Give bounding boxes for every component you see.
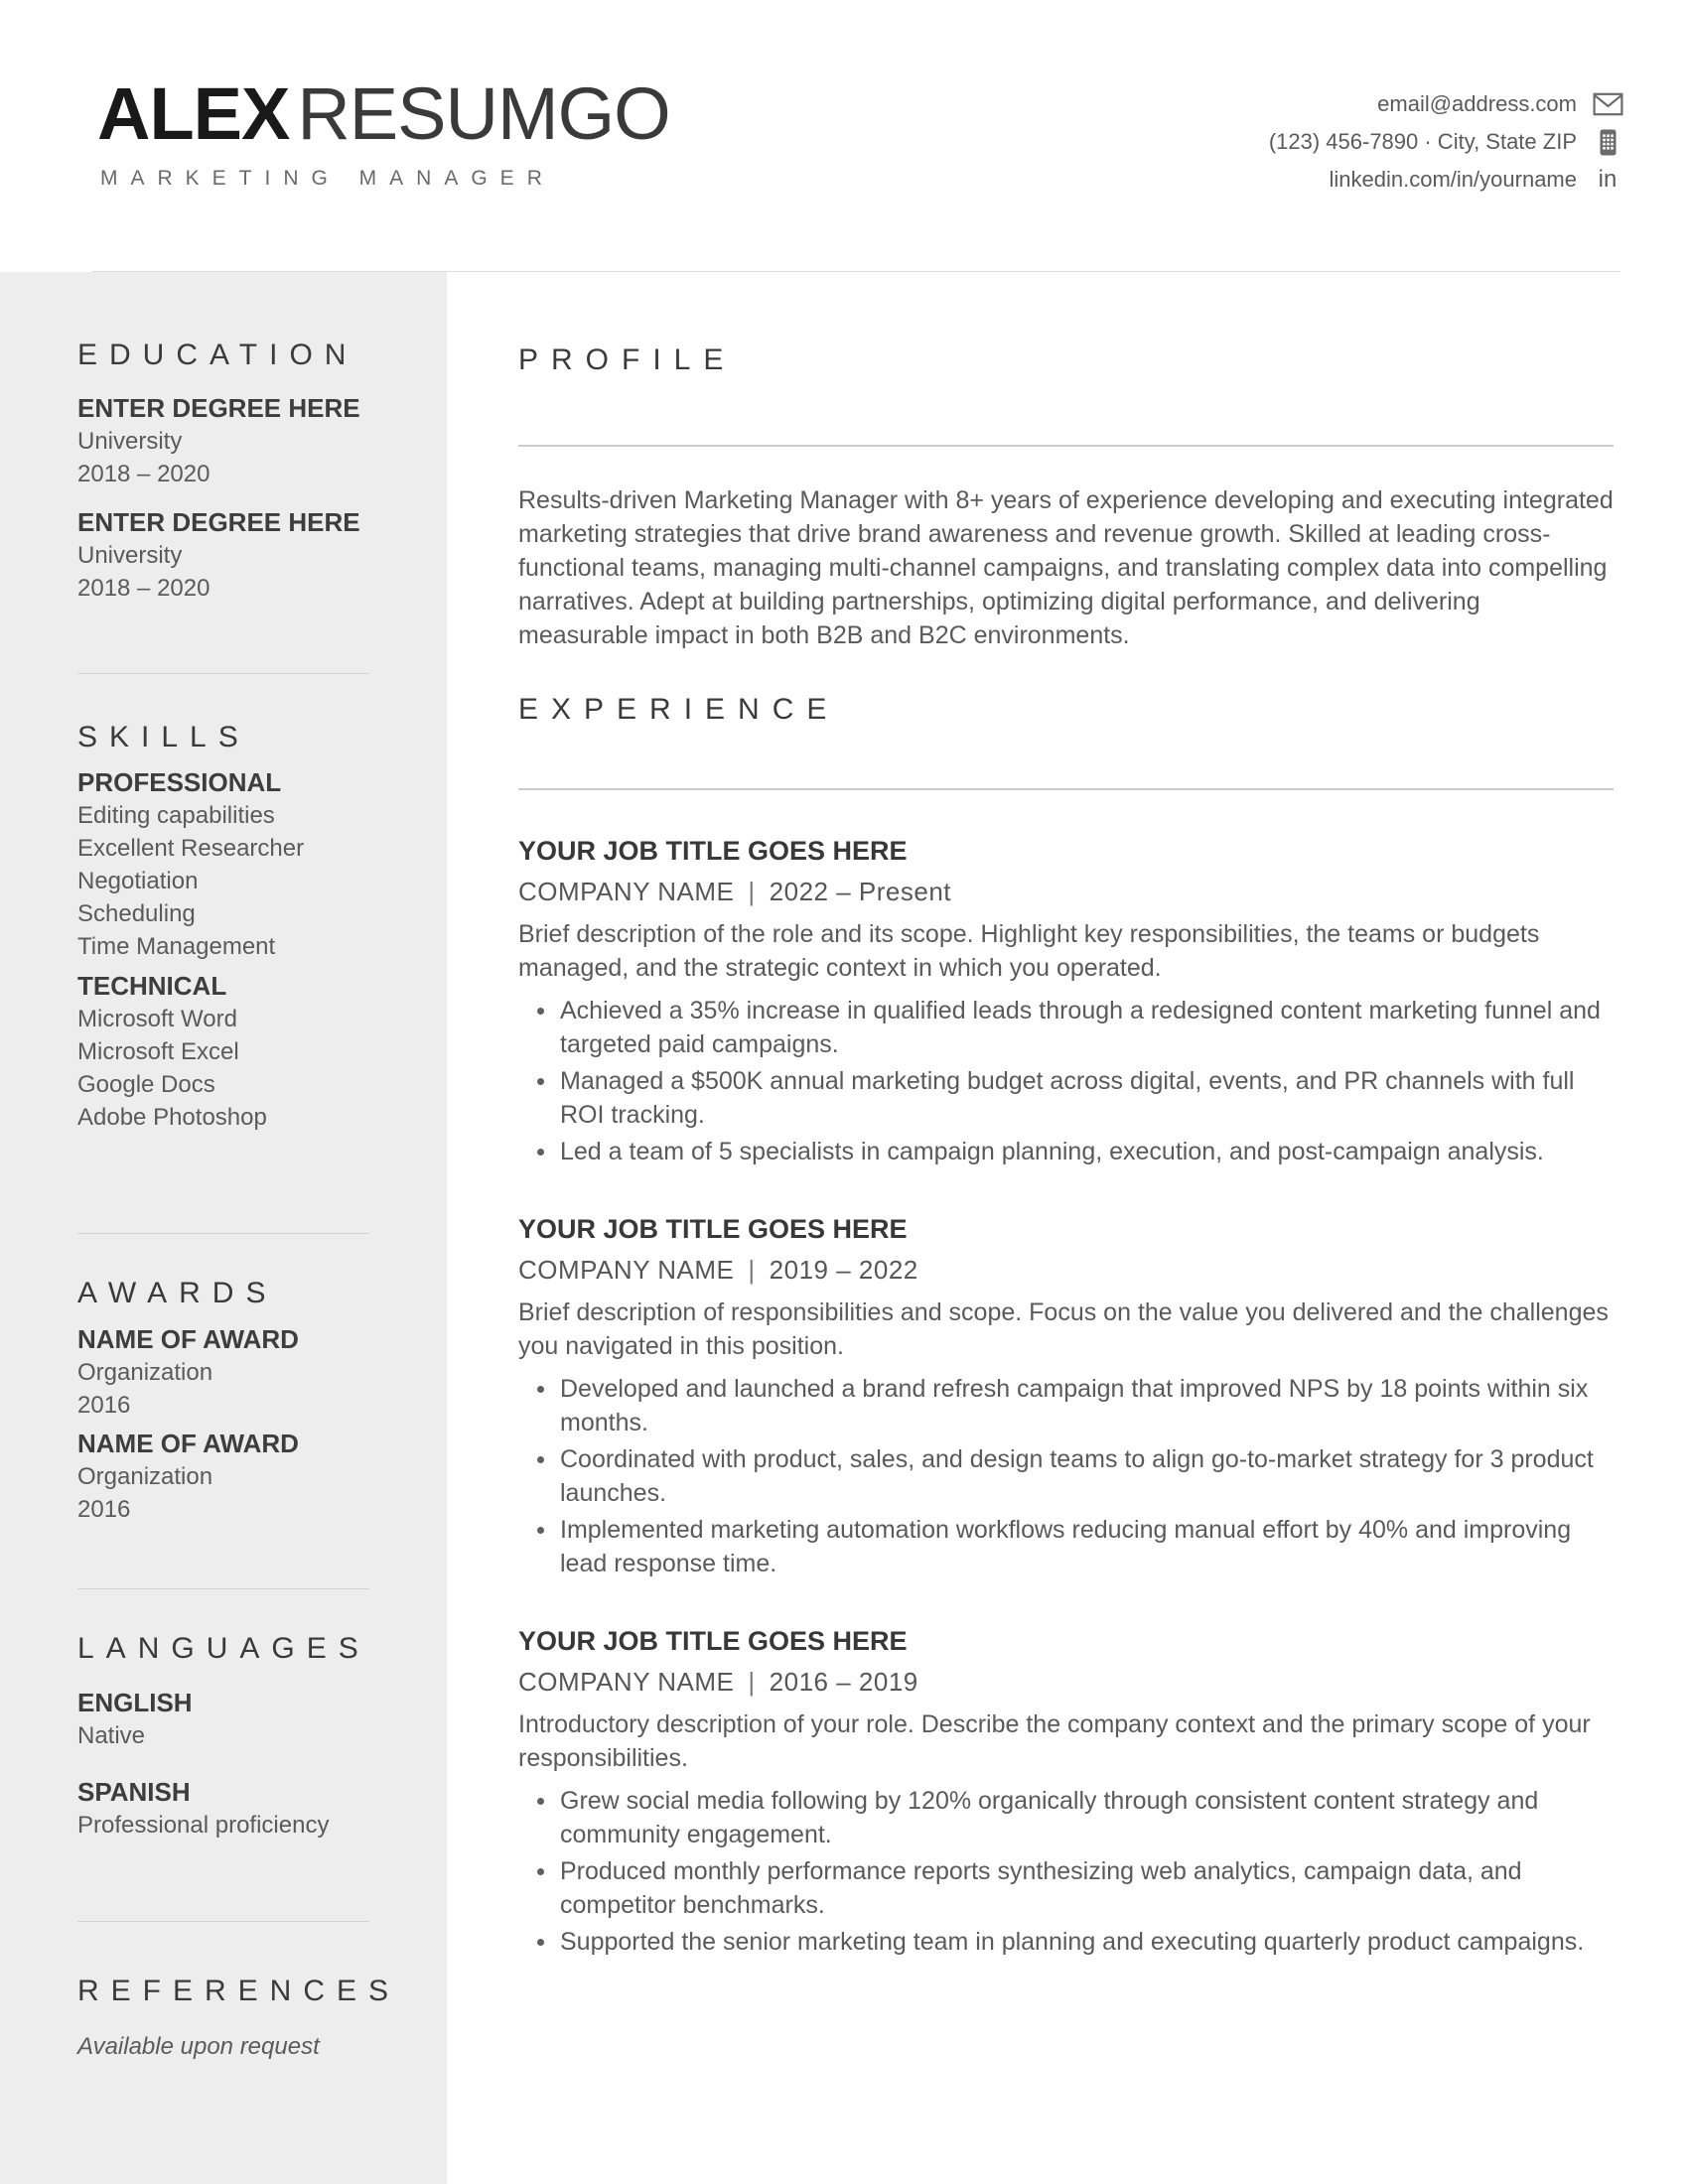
education-heading: EDUCATION (77, 339, 358, 371)
award-year: 2016 (77, 1392, 131, 1419)
contact-email-row (1269, 91, 1624, 117)
award-entry (77, 1428, 369, 1526)
job-bullet: Managed a $500K annual marketing budget across digital, events, and PR channels with full ROI tracking. (518, 1064, 1614, 1132)
job-meta (518, 1252, 1614, 1288)
profile-divider (518, 445, 1614, 447)
language-name: ENGLISH (77, 1688, 193, 1717)
awards-heading: AWARDS (77, 1277, 278, 1309)
job-dates: 2022 – Present (769, 877, 952, 906)
job-description: Brief description of the role and its scope. Highlight key responsibilities, the teams or budgets managed, and the strategic context in which you operated. (518, 920, 1540, 982)
skill-group-professional (77, 766, 369, 963)
job-entry (518, 1622, 1614, 1959)
person-job-title: MARKETING MANAGER (100, 167, 555, 190)
language-level: Professional proficiency (77, 1812, 330, 1839)
job-bullet: Led a team of 5 specialists in campaign planning, execution, and post-campaign analysis. (518, 1135, 1614, 1168)
meta-separator: | (748, 1667, 756, 1697)
award-entry (77, 1323, 369, 1422)
skill-item: Editing capabilities (77, 802, 275, 829)
main-column (518, 272, 1614, 1959)
profile-heading: PROFILE (518, 343, 737, 376)
job-bullet: Coordinated with product, sales, and design teams to align go-to-market strategy for 3 product launches. (518, 1442, 1614, 1510)
resume-header (0, 0, 1688, 272)
job-meta (518, 874, 1614, 909)
job-meta (518, 1664, 1614, 1700)
references-heading: REFERENCES (77, 1975, 401, 2007)
award-org: Organization (77, 1359, 213, 1386)
language-name: SPANISH (77, 1777, 191, 1807)
job-entry (518, 1210, 1614, 1580)
skill-group-technical (77, 970, 369, 1134)
sidebar-divider (77, 1588, 369, 1589)
job-title: YOUR JOB TITLE GOES HERE (518, 1214, 908, 1244)
references-note: Available upon request (77, 2033, 320, 2060)
award-name: NAME OF AWARD (77, 1324, 299, 1354)
sidebar (0, 272, 447, 2184)
education-years: 2018 – 2020 (77, 461, 211, 487)
envelope-icon (1591, 92, 1624, 116)
sidebar-divider (77, 1921, 369, 1922)
skill-item: Negotiation (77, 868, 199, 894)
job-bullet: Implemented marketing automation workflows reducing manual effort by 40% and improving lead response time. (518, 1513, 1614, 1580)
person-name (97, 72, 670, 155)
first-name: ALEX (97, 72, 290, 155)
job-bullet: Grew social media following by 120% organically through consistent content strategy and community engagement. (518, 1784, 1614, 1851)
meta-separator: | (748, 1255, 756, 1285)
award-year: 2016 (77, 1496, 131, 1523)
school-name: University (77, 542, 183, 569)
job-bullet: Achieved a 35% increase in qualified leads through a redesigned content marketing funnel and targeted paid campaigns. (518, 994, 1614, 1061)
phone-keypad-icon (1591, 129, 1624, 156)
degree-name: ENTER DEGREE HERE (77, 507, 360, 537)
job-title: YOUR JOB TITLE GOES HERE (518, 1626, 908, 1656)
experience-heading: EXPERIENCE (518, 693, 840, 726)
job-description: Brief description of responsibilities and scope. Focus on the value you delivered and the challenges you navigated in this position. (518, 1298, 1609, 1360)
job-entry (518, 832, 1614, 1168)
company-name: COMPANY NAME (518, 877, 735, 906)
award-org: Organization (77, 1463, 213, 1490)
experience-divider (518, 788, 1614, 790)
email-text[interactable]: email@address.com (1377, 91, 1577, 116)
skill-item: Google Docs (77, 1071, 215, 1098)
school-name: University (77, 428, 183, 455)
job-dates: 2016 – 2019 (769, 1667, 918, 1697)
education-entry (77, 392, 369, 490)
skill-item: Microsoft Excel (77, 1038, 239, 1065)
education-years: 2018 – 2020 (77, 575, 211, 602)
linkedin-text[interactable]: linkedin.com/in/yourname (1329, 167, 1577, 192)
languages-heading: LANGUAGES (77, 1632, 370, 1665)
education-entry (77, 506, 369, 605)
company-name: COMPANY NAME (518, 1667, 735, 1697)
skill-item: Adobe Photoshop (77, 1104, 267, 1131)
job-bullet: Supported the senior marketing team in planning and executing quarterly product campaigns. (518, 1925, 1614, 1959)
job-bullet-list (518, 1372, 1614, 1580)
language-entry (77, 1687, 369, 1752)
skill-item: Time Management (77, 933, 276, 960)
skill-list (77, 1003, 369, 1134)
job-bullet: Produced monthly performance reports synthesizing web analytics, campaign data, and competitor benchmarks. (518, 1854, 1614, 1922)
linkedin-icon: in (1598, 166, 1618, 193)
job-description: Introductory description of your role. Describe the company context and the primary scope of your responsibilities. (518, 1710, 1591, 1772)
last-name: RESUMGO (297, 72, 670, 155)
contact-linkedin-row (1269, 167, 1624, 193)
language-entry (77, 1776, 369, 1842)
skill-group-label: TECHNICAL (77, 971, 227, 1001)
skills-heading: SKILLS (77, 721, 250, 753)
profile-summary: Results-driven Marketing Manager with 8+ years of experience developing and executing integrated marketing strategies that drive brand awareness and revenue growth. Skilled at leading cross-functional teams, managing multi-channel campaigns, and translating complex data into compelling narratives. Adept at building partnerships, optimizing digital performance, and delivering measurable impact in both B2B and B2C environments. (518, 486, 1614, 649)
skill-item: Scheduling (77, 900, 196, 927)
job-dates: 2019 – 2022 (769, 1255, 918, 1285)
phone-location-text: (123) 456-7890 · City, State ZIP (1268, 129, 1577, 154)
skill-group-label: PROFESSIONAL (77, 767, 282, 797)
sidebar-divider (77, 673, 369, 674)
skill-item: Excellent Researcher (77, 835, 305, 862)
meta-separator: | (748, 877, 756, 906)
job-bullet-list (518, 1784, 1614, 1959)
contact-phone-row (1269, 129, 1624, 155)
award-name: NAME OF AWARD (77, 1429, 299, 1458)
degree-name: ENTER DEGREE HERE (77, 393, 360, 423)
contact-block (1269, 91, 1624, 205)
job-bullet: Developed and launched a brand refresh campaign that improved NPS by 18 points within six months. (518, 1372, 1614, 1439)
company-name: COMPANY NAME (518, 1255, 735, 1285)
skill-list (77, 799, 369, 963)
sidebar-divider (77, 1233, 369, 1234)
language-level: Native (77, 1722, 146, 1749)
job-bullet-list (518, 994, 1614, 1168)
job-title: YOUR JOB TITLE GOES HERE (518, 836, 908, 866)
skill-item: Microsoft Word (77, 1006, 237, 1032)
